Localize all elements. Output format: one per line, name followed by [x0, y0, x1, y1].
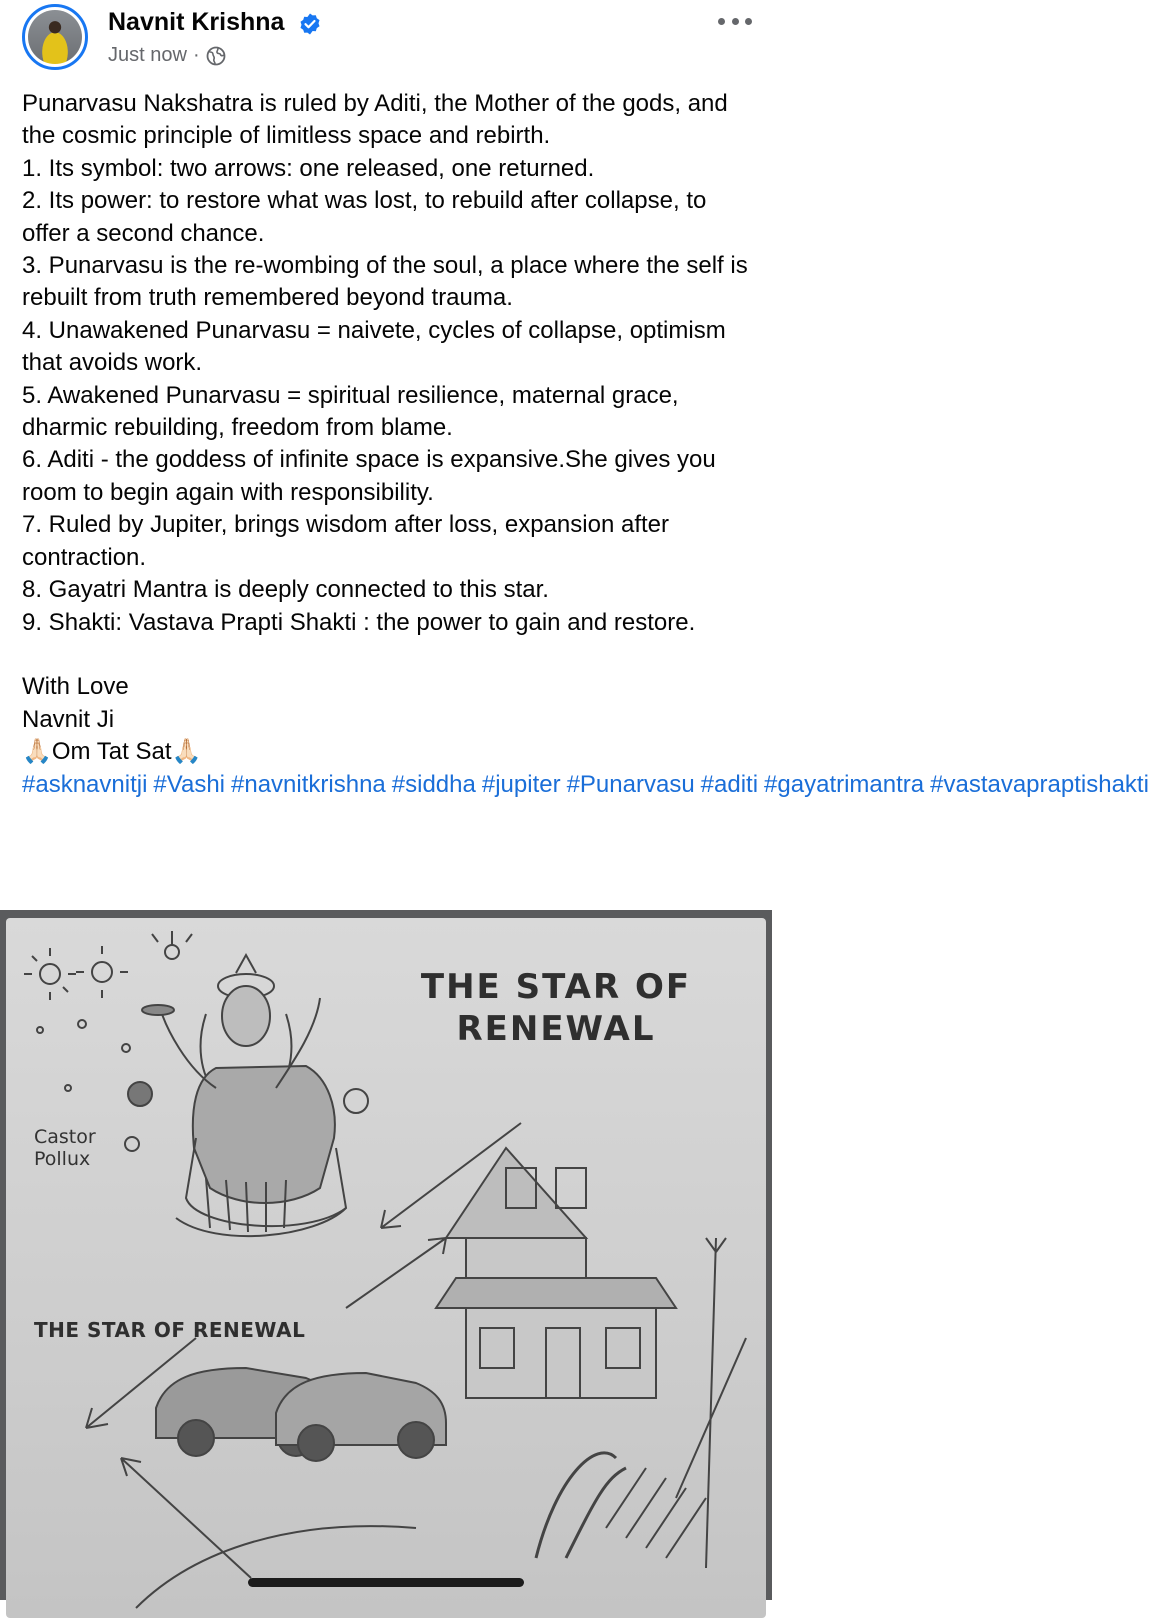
hashtag-link[interactable]: #jupiter	[481, 770, 561, 798]
hashtag-link[interactable]: #aditi	[700, 770, 759, 798]
castor-pollux-label	[34, 1126, 96, 1170]
post-line: 7. Ruled by Jupiter, brings wisdom after loss, expansion after contraction.	[22, 511, 669, 571]
globe-icon[interactable]	[206, 46, 226, 66]
hashtag-link[interactable]: #gayatrimantra	[764, 770, 925, 798]
avatar-photo	[28, 10, 82, 64]
sketch-board	[6, 918, 766, 1618]
post-meta	[108, 44, 226, 67]
post-line: 8. Gayatri Mantra is deeply connected to this star.	[22, 576, 549, 604]
post-line: 4. Unawakened Punarvasu = naivete, cycles of collapse, optimism that avoids work.	[22, 316, 726, 377]
hashtag-link[interactable]: #Punarvasu	[566, 770, 695, 798]
image-title-line: RENEWAL	[456, 1009, 656, 1049]
signoff-line: Navnit Ji	[22, 705, 115, 733]
meta-separator: ·	[192, 44, 200, 66]
post-body	[22, 88, 1149, 801]
post-line: 9. Shakti: Vastava Prapti Shakti : the power to gain and restore.	[22, 608, 696, 636]
more-options-icon[interactable]	[718, 14, 752, 28]
pollux-label: Pollux	[34, 1148, 91, 1170]
post-header	[0, 0, 772, 88]
image-subtitle: THE STAR OF RENEWAL	[34, 1318, 306, 1342]
post-line: 2. Its power: to restore what was lost, to rebuild after collapse, to offer a second chance.	[22, 187, 707, 247]
blank-line	[22, 639, 757, 671]
image-title	[406, 966, 706, 1050]
verified-badge-icon	[298, 12, 322, 36]
post-line: Punarvasu Nakshatra is ruled by Aditi, the Mother of the gods, and the cosmic principle of limitless space and rebirth.	[22, 90, 728, 150]
post-image[interactable]	[0, 910, 772, 1600]
image-title-line: THE STAR OF	[420, 967, 692, 1007]
hashtag-link[interactable]: #vastavapraptishakti	[930, 770, 1149, 798]
post-line: 6. Aditi - the goddess of infinite space is expansive.She gives you room to begin again with responsibility.	[22, 446, 716, 506]
hashtag-link[interactable]: #navnitkrishna	[231, 770, 386, 798]
hashtag-link[interactable]: #asknavnitji	[22, 770, 148, 798]
home-indicator[interactable]	[248, 1578, 524, 1587]
post-line: 3. Punarvasu is the re-wombing of the soul, a place where the self is rebuilt from truth remembered beyond trauma.	[22, 252, 748, 312]
hashtag-link[interactable]: #Vashi	[153, 770, 226, 798]
castor-label: Castor	[34, 1126, 96, 1148]
hashtag-link[interactable]: #siddha	[391, 770, 476, 798]
signoff-line: With Love	[22, 673, 129, 701]
post-line: 1. Its symbol: two arrows: one released, one returned.	[22, 154, 595, 182]
post-line: 5. Awakened Punarvasu = spiritual resilience, maternal grace, dharmic rebuilding, freedom from blame.	[22, 381, 679, 442]
hashtag-list	[22, 769, 1149, 801]
signoff-line: 🙏🏻Om Tat Sat🙏🏻	[22, 738, 202, 766]
author-avatar[interactable]	[22, 4, 88, 70]
post-time[interactable]: Just now	[108, 44, 187, 66]
author-name[interactable]: Navnit Krishna	[108, 8, 285, 36]
